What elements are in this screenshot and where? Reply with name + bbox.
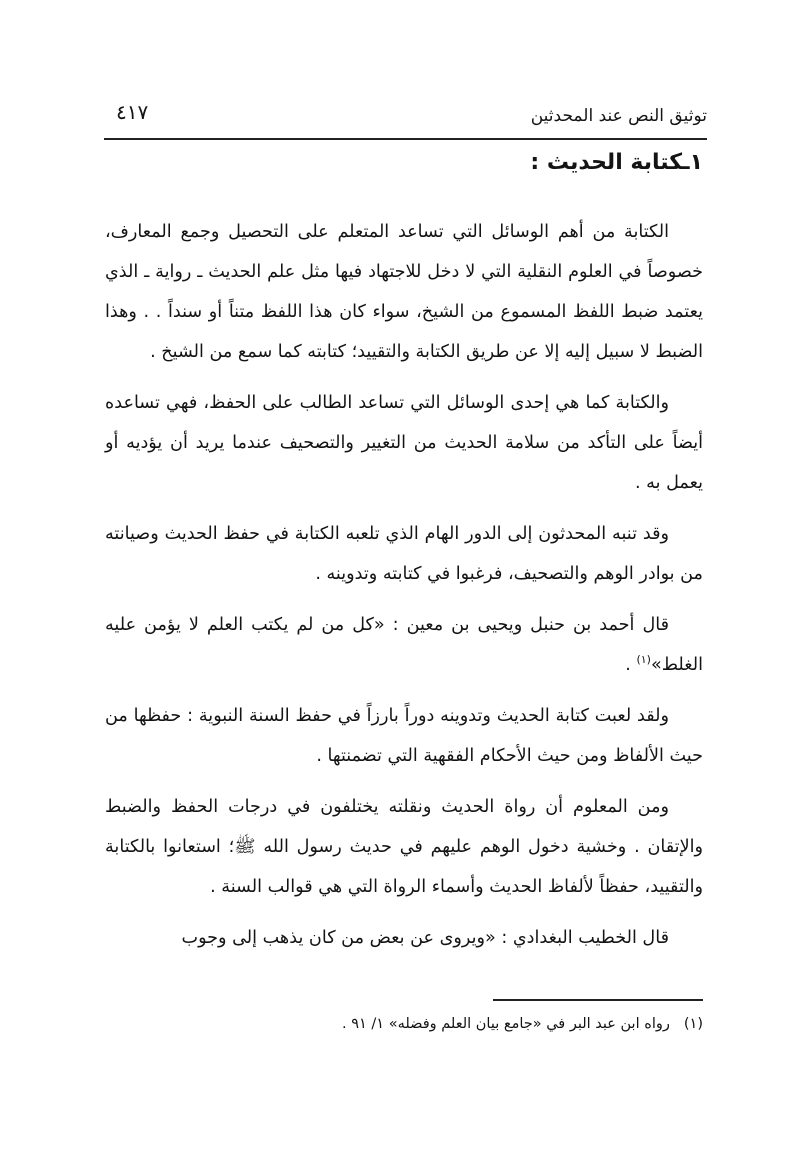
header-rule [104, 138, 707, 140]
paragraph: ولقد لعبت كتابة الحديث وتدوينه دوراً بارزاً في حفظ السنة النبوية : حفظها من حيث الألفاظ ومن حيث الأحكام الفقهية التي تضمنتها . [105, 706, 703, 766]
paragraph: الكتابة من أهم الوسائل التي تساعد المتعلم على التحصيل وجمع المعارف، خصوصاً في العلوم النقلية التي لا دخل للاجتهاد فيها مثل علم الحديث ـ رواية ـ الذي يعتمد ضبط اللفظ المسموع من الشيخ، سواء كان هذا اللفظ متناً أو سنداً . . وهذا الضبط لا سبيل إليه إلا عن طريق الكتابة والتقييد؛ كتابته كما سمع من الشيخ . [105, 222, 703, 362]
paragraph: والكتابة كما هي إحدى الوسائل التي تساعد الطالب على الحفظ، فهي تساعده أيضاً على التأكد من سلامة الحديث من التغيير والتصحيف عندما يريد أن يؤديه أو يعمل به . [105, 393, 703, 493]
paragraph-tail: . [625, 655, 637, 675]
footnote-rule [493, 999, 703, 1001]
paragraph-with-footnote [105, 605, 703, 685]
paragraph: قال الخطيب البغدادي : «ويروى عن بعض من كان يذهب إلى وجوب [181, 928, 669, 948]
footnote [105, 1012, 703, 1036]
footnote-reference[interactable]: (١) [636, 653, 651, 667]
running-title: توثيق النص عند المحدثين [530, 106, 707, 126]
paragraph: وقد تنبه المحدثون إلى الدور الهام الذي تلعبه الكتابة في حفظ الحديث وصيانته من بوادر الوهم والتصحيف، فرغبوا في كتابته وتدوينه . [105, 524, 703, 584]
body-text [105, 212, 703, 969]
paragraph: ومن المعلوم أن رواة الحديث ونقلته يختلفون في درجات الحفظ والضبط والإتقان . وخشية دخول الوهم عليهم في حديث رسول الله ﷺ؛ استعانوا بالكتابة والتقييد، حفظاً لألفاظ الحديث وأسماء الرواة التي هي قوالب السنة . [105, 797, 703, 897]
paragraph-text: قال أحمد بن حنبل ويحيى بن معين : «كل من لم يكتب العلم لا يؤمن عليه الغلط» [105, 615, 703, 675]
footnote-number: (١) [683, 1016, 703, 1032]
page-number: ٤١٧ [116, 100, 149, 124]
section-heading: ١ـكتابة الحديث : [530, 150, 703, 175]
footnote-text: رواه ابن عبد البر في «جامع بيان العلم وفضله» ١/ ٩١ . [342, 1016, 670, 1032]
running-header [108, 98, 707, 134]
